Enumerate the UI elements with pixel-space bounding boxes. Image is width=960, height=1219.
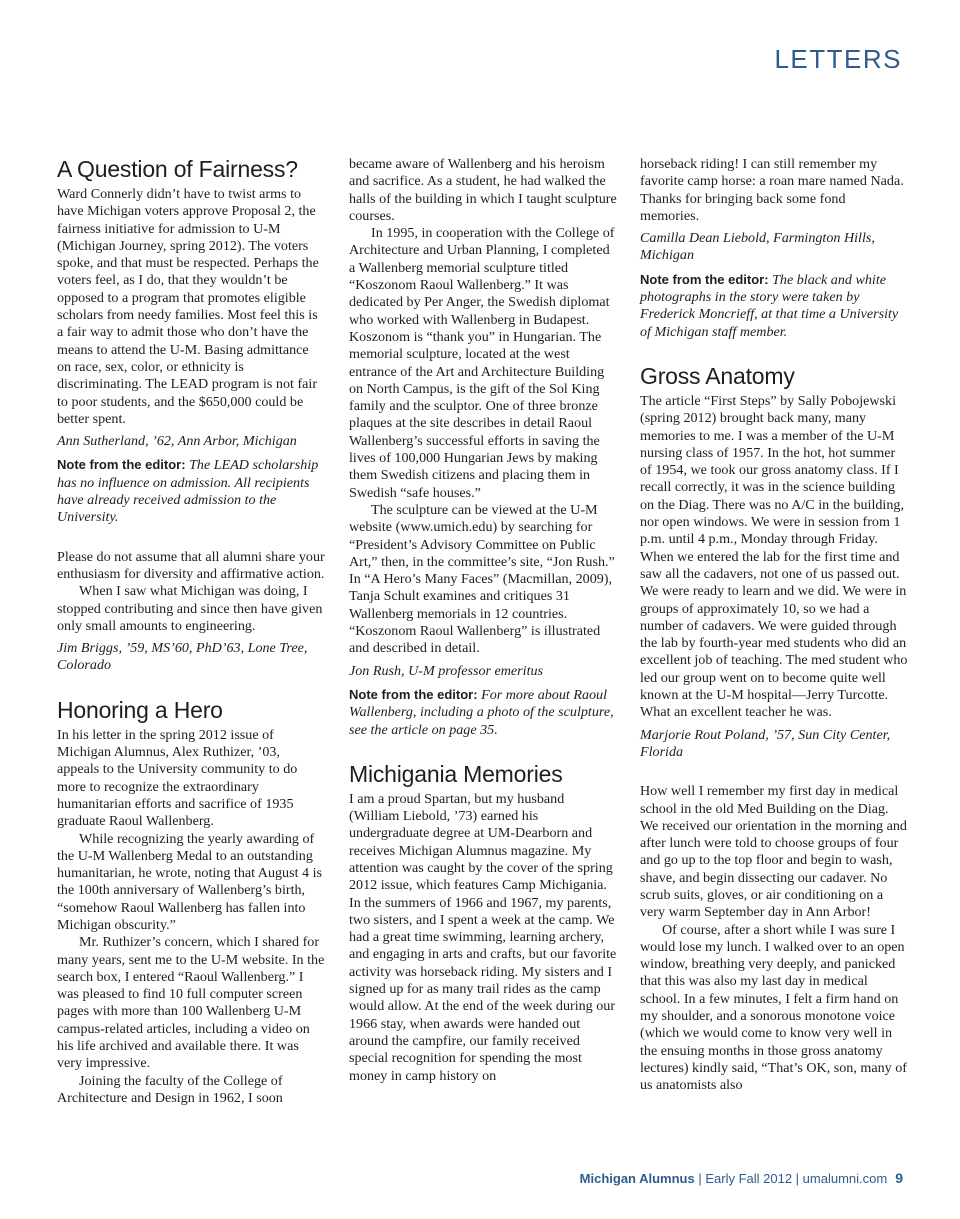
editor-note-text: The black and white photographs in the story were taken by Frederick Moncrieff, at that time a University of Michigan staff member. [640, 271, 899, 340]
editor-note-text: The LEAD scholarship has no influence on admission. All recipients have already received admission to the University. [57, 457, 319, 526]
editor-note [57, 456, 325, 526]
footer-issue: Early Fall 2012 [705, 1171, 793, 1186]
editor-note-label: Note from the editor: [640, 271, 769, 287]
letter-paragraph: In his letter in the spring 2012 issue of Michigan Alumnus, Alex Ruthizer, ’03, appeals to the University community to do more to recognize the extraordinary humanitarian efforts and sacrifice of 1935 graduate Raoul Wallenberg. [57, 726, 298, 830]
letter-signature: Ann Sutherland, ’62, Ann Arbor, Michigan [57, 433, 297, 450]
heading-question-of-fairness: A Question of Fairness? [57, 156, 298, 182]
heading-gross-anatomy: Gross Anatomy [640, 362, 795, 389]
section-label: LETTERS [774, 44, 902, 74]
footer-separator: | [694, 1171, 706, 1186]
letter-signature: Jon Rush, U-M professor emeritus [349, 662, 544, 679]
editor-note-label: Note from the editor: [349, 686, 478, 702]
letter-paragraph: Mr. Ruthizer’s concern, which I shared for many years, sent me to the U-M website. In the search box, I entered “Raoul Wallenberg.” I was pleased to find 10 full computer screen pages with more than 100 Wallenberg U-M campus-related articles, including a video on his life archived and available there. It was very impressive. [57, 934, 325, 1072]
editor-note-text: For more about Raoul Wallenberg, including a photo of the sculpture, see the article on page 35. [349, 686, 614, 738]
letter-paragraph: Joining the faculty of the College of Architecture and Design in 1962, I soon [57, 1072, 283, 1106]
letter-paragraph: When I saw what Michigan was doing, I stopped contributing and since then have given only small amounts to engineering. [57, 583, 323, 634]
column-2 [349, 156, 617, 1085]
letter-paragraph: Please do not assume that all alumni share your enthusiasm for diversity and affirmative action. [57, 548, 325, 582]
page-footer [580, 1170, 903, 1186]
editor-note-label: Note from the editor: [57, 457, 186, 473]
letter-paragraph: While recognizing the yearly awarding of the U-M Wallenberg Medal to an outstanding humanitarian, he wrote, noting that August 4 is the 100th anniversary of Wallenberg’s birth, “somehow Raoul Wallenberg has fallen into Michigan obscurity.” [57, 830, 323, 933]
letter-paragraph: Of course, after a short while I was sure I would lose my lunch. I walked over to an open window, breathing very deeply, and panicked that this was also my last day in medical school. In a few minutes, I felt a firm hand on my shoulder, and a sonorous monotone voice (which we would come to know very well in the ensuing months in those gross anatomy lectures) kindly said, “That’s OK, son, many of us anatomists also [640, 921, 907, 1094]
editor-note [640, 271, 908, 341]
letter-paragraph: Ward Connerly didn’t have to twist arms to have Michigan voters approve Proposal 2, the fairness initiative for admission to U-M (Michigan Journey, spring 2012). The voters spoke, and that must be respected. Perhaps the voters feel, as I do, that they wouldn’t be opposed to a program that promotes eligible scholars from needy families. Most feel this is a fair way to admit those who don’t have the means to attend the U-M. Basing admittance on race, sex, color, or ethnicity is discriminating. The LEAD program is not fair to poor students, and the $650,000 could be better spent. [57, 186, 319, 427]
letter-paragraph: I am a proud Spartan, but my husband (William Liebold, ’73) earned his undergraduate degree at UM-Dearborn and receives Michigan Alumnus magazine. My attention was caught by the cover of the spring 2012 issue, which features Camp Michigania. In the summers of 1966 and 1967, my parents, two sisters, and I spent a week at the camp. We had a great time swimming, learning archery, and engaging in arts and crafts, but our favorite activity was horseback riding. My sisters and I signed up for as many trail rides as the camp would allow. At the end of the week during our 1966 stay, when awards were handed out around the campfire, our family received special recognition for spending the most money in camp history on [349, 790, 617, 1084]
column-3 [640, 156, 908, 1095]
letter-paragraph: became aware of Wallenberg and his heroism and sacrifice. As a student, he had walked the halls of the building in which I taught sculpture courses. [349, 156, 617, 224]
letter-signature: Camilla Dean Liebold, Farmington Hills, Michigan [640, 230, 875, 264]
letter-paragraph: horseback riding! I can still remember my favorite camp horse: a roan mare named Nada. Thanks for bringing back some fond memories. [640, 156, 904, 224]
footer-website: umalumni.com [802, 1171, 888, 1186]
letter-paragraph: The article “First Steps” by Sally Pobojewski (spring 2012) brought back many, many memories to me. I was a member of the U-M nursing class of 1957. In the hot, hot summer of 1954, we took our gross anatomy class. If I recall correctly, it was in the science building on the Diag. There was no A/C in the building, nor open windows. We were in session from 1 p.m. until 4 p.m., Monday through Friday. When we entered the lab for the first time and saw all the cadavers, not one of us passed out. We were ready to learn and we did. We were in groups of approximately 10, so we had a number of cadavers. We were guided through the lab by fourth-year med students who did an excellent job of teaching. The med student who led our group went on to become quite well known at the U-M hospital—Jerry Turcotte. What an excellent teacher he was. [640, 392, 908, 721]
letter-paragraph: How well I remember my first day in medical school in the old Med Building on the Diag. We received our orientation in the morning and after lunch were told to choose groups of four and go up to the top floor and begin to wash, shave, and begin dissecting our cadaver. No scrub suits, gloves, or air conditioning on a very warm September day in Ann Arbor! [640, 783, 907, 921]
page-number: 9 [895, 1170, 903, 1186]
letter-signature: Marjorie Rout Poland, ’57, Sun City Center, Florida [640, 726, 891, 760]
letter-paragraph: The sculpture can be viewed at the U-M website (www.umich.edu) by searching for “President’s Advisory Committee on Public Art,” then, in the committee’s site, “Jon Rush.” In “A Hero’s Many Faces” (Macmillan, 2009), Tanja Schult examines and critiques 31 Wallenberg memorials in 12 countries. “Koszonom Raoul Wallenberg” is illustrated and described in detail. [349, 501, 615, 657]
heading-michigania-memories: Michigania Memories [349, 760, 563, 787]
letter-paragraph: In 1995, in cooperation with the College of Architecture and Urban Planning, I completed a Wallenberg memorial sculpture titled “Koszonom Raoul Wallenberg.” It was dedicated by Per Anger, the Swedish diplomat who worked with Wallenberg in Budapest. Koszonom is “thank you” in Hungarian. The memorial sculpture, located at the west entrance of the Art and Architecture Building on North Campus, is the gift of the Sol King family and the sculptor. One of three bronze plaques at the site describes in detail Raoul Wallenberg’s successful efforts in saving the lives of 100,000 Hungarian Jews by making them Swedish citizens and placing them in Swedish “safe houses.” [349, 225, 615, 501]
editor-note [349, 686, 617, 739]
footer-separator: | [792, 1171, 803, 1186]
column-1 [57, 156, 325, 1107]
letter-signature: Jim Briggs, ’59, MS’60, PhD’63, Lone Tree, Colorado [57, 640, 308, 674]
heading-honoring-a-hero: Honoring a Hero [57, 696, 223, 723]
footer-magazine-name: Michigan Alumnus [579, 1171, 695, 1186]
